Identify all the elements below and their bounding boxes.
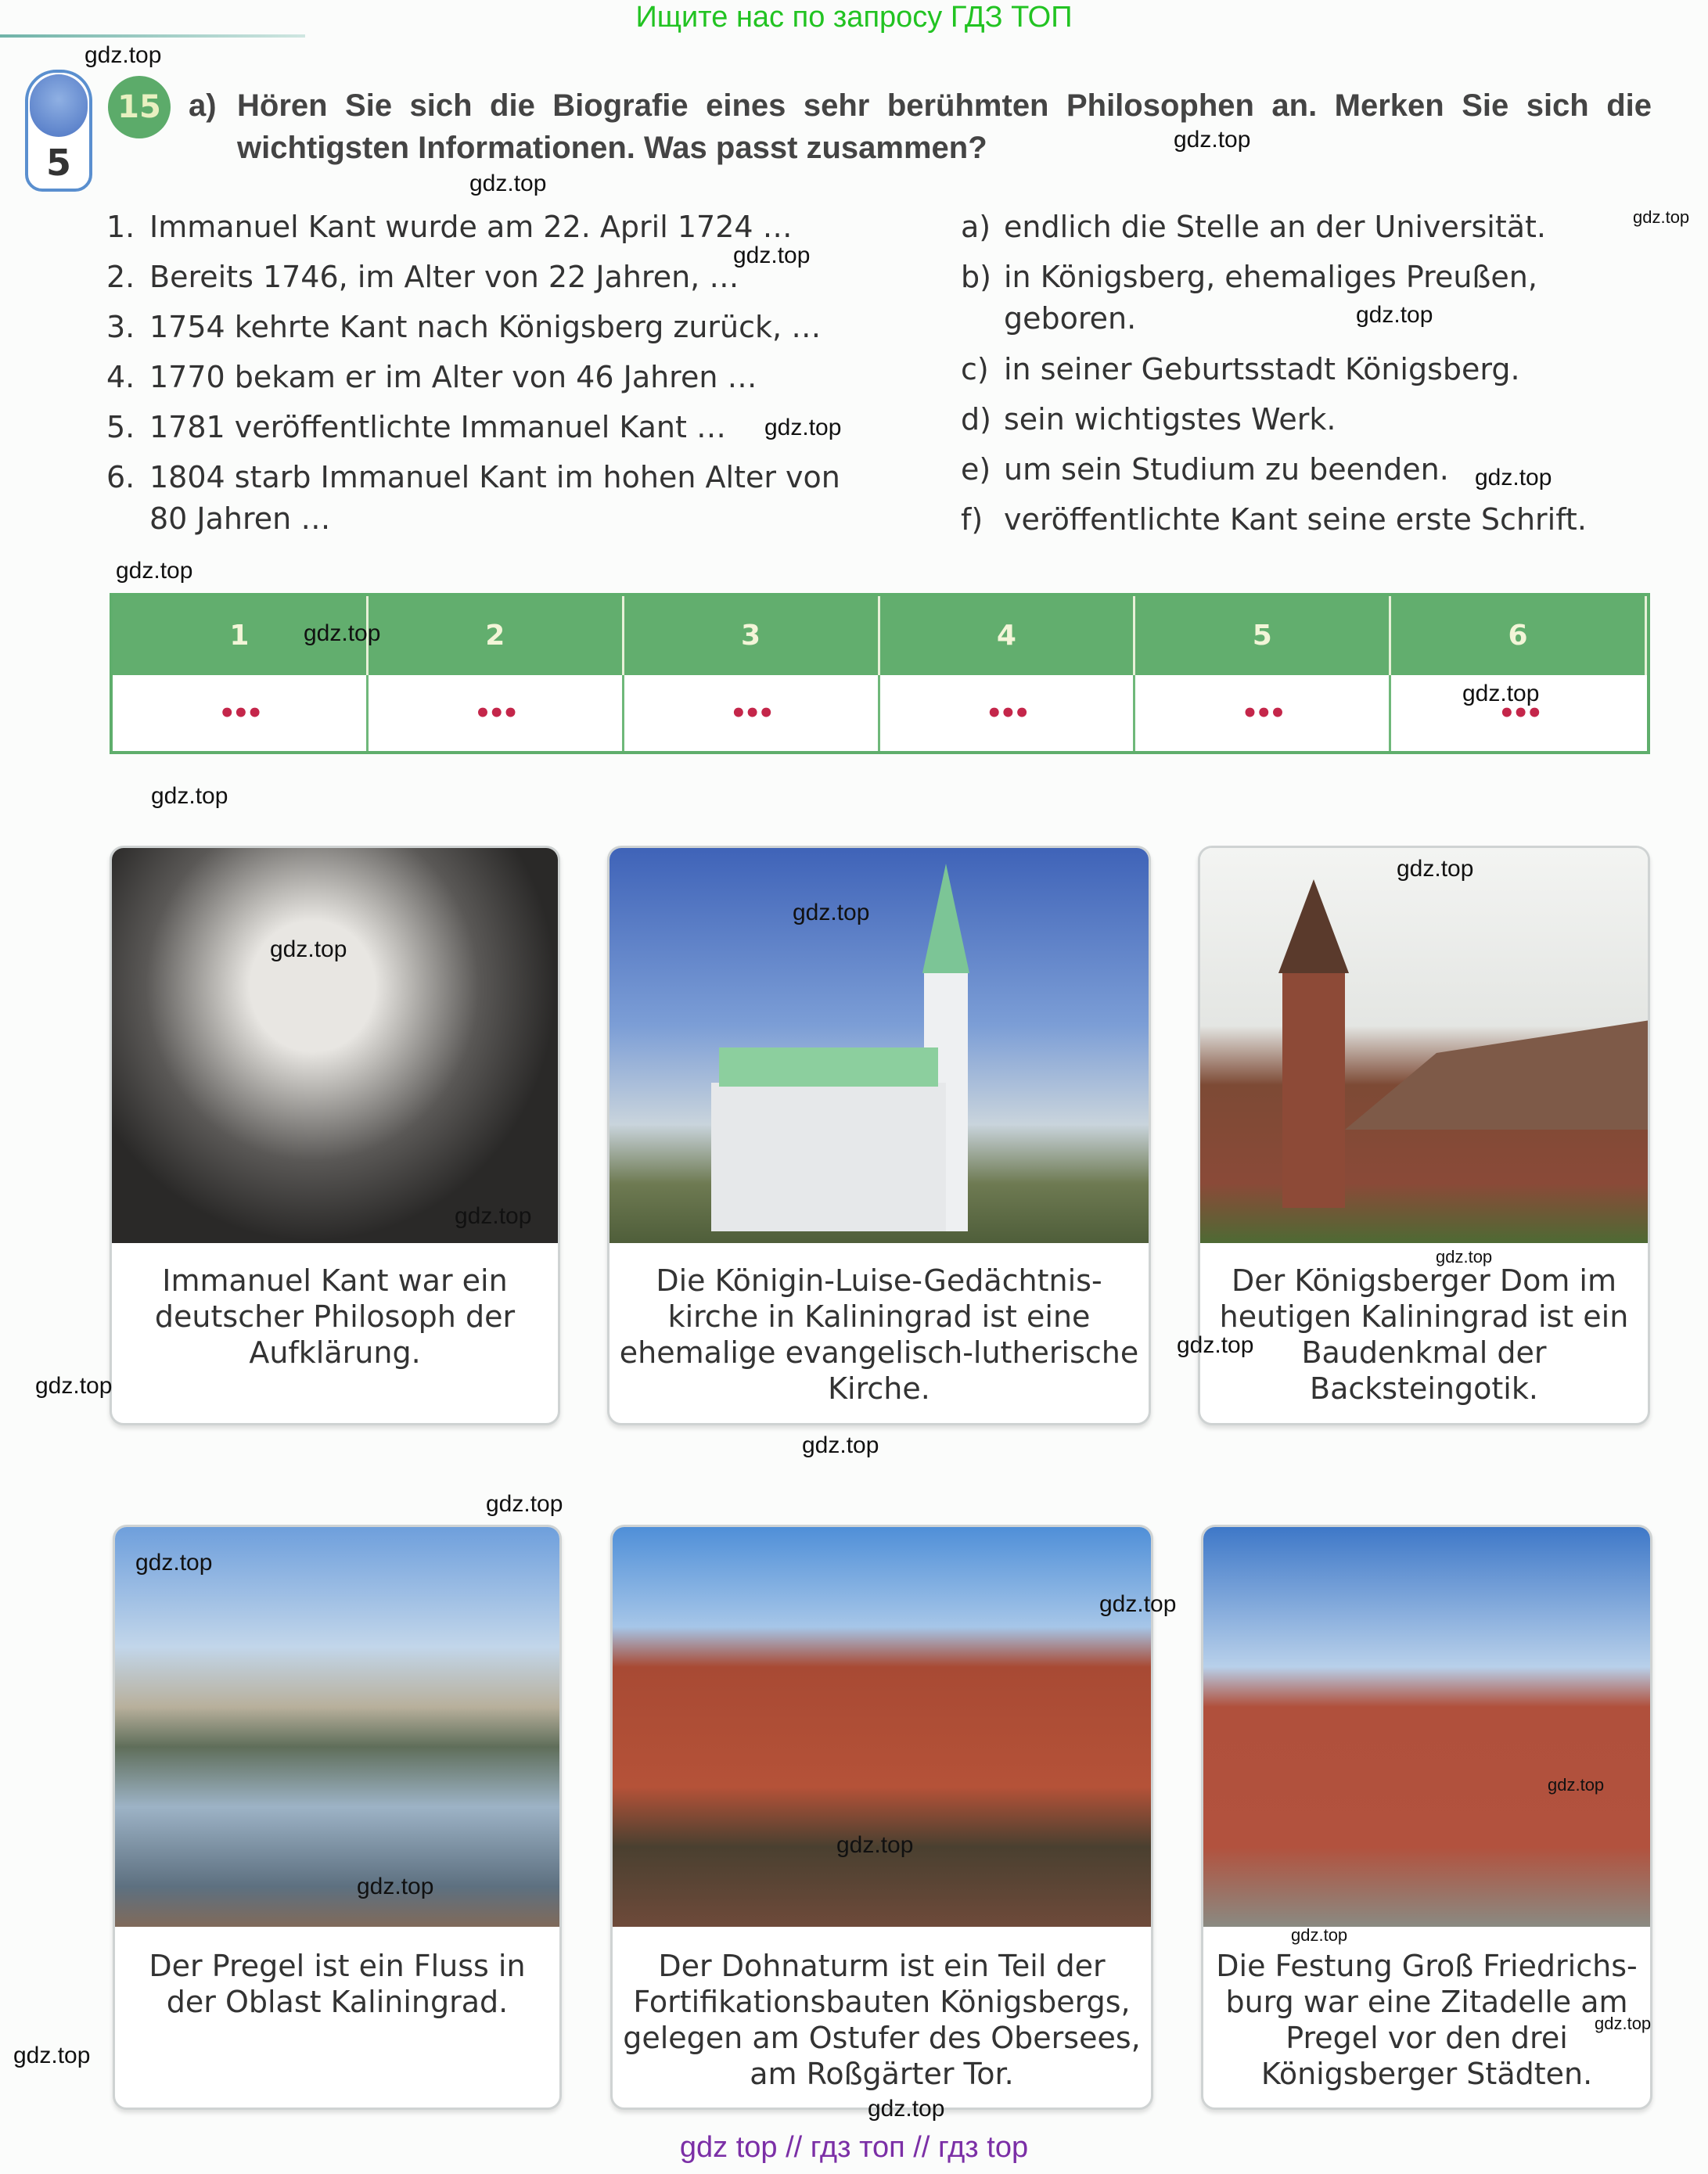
card-friedrichsburg: [1201, 1525, 1652, 2110]
answer-cell[interactable]: •••: [880, 675, 1136, 751]
watermark: gdz.top: [1436, 1247, 1493, 1267]
watermark: gdz.top: [13, 2043, 91, 2068]
watermark: gdz.top: [85, 42, 162, 68]
card-caption: Der Königsberger Dom im heutigen Kaliningrad ist ein Baudenkmal der Backsteingotik.: [1219, 1263, 1629, 1406]
item-num: 6.: [106, 460, 135, 494]
card-caption: Die Festung Groß Friedrichs-burg war eine Zitadelle am Pregel vor den drei Königsberger Städten.: [1216, 1949, 1638, 2091]
list-item: [961, 202, 1649, 252]
watermark: gdz.top: [764, 415, 842, 440]
watermark: gdz.top: [1548, 1775, 1605, 1795]
task-label: a): [189, 88, 217, 123]
divider: [0, 34, 305, 38]
list-item: [961, 494, 1649, 544]
watermark: gdz.top: [486, 1491, 563, 1517]
card-caption: Die Königin-Luise-Gedächtnis-kirche in Kaliningrad ist eine ehemalige evangelisch-lutherische Kirche.: [619, 1263, 1139, 1406]
card-kant: [110, 846, 560, 1425]
item-text: in Königsberg, ehemaliges Preußen, geboren.: [1004, 260, 1537, 336]
item-letter: c): [961, 352, 989, 386]
item-text: 1804 starb Immanuel Kant im hohen Alter von 80 Jahren …: [149, 460, 840, 536]
headphones-icon: [30, 74, 88, 137]
card-cathedral: [1198, 846, 1650, 1425]
footer-links[interactable]: gdz top // гдз топ // гдз top: [679, 2131, 1029, 2164]
kant-portrait-image: [112, 848, 558, 1243]
watermark: gdz.top: [1177, 1332, 1254, 1358]
card-church: [607, 846, 1151, 1425]
watermark: gdz.top: [1174, 127, 1251, 153]
item-text: endlich die Stelle an der Universität.: [1004, 210, 1546, 244]
item-letter: e): [961, 452, 991, 487]
item-text: 1781 veröffentlichte Immanuel Kant …: [149, 410, 726, 444]
watermark: gdz.top: [802, 1432, 879, 1458]
list-item: [106, 302, 889, 352]
track-number: 5: [45, 142, 71, 184]
watermark: gdz.top: [1462, 681, 1540, 706]
list-item: [961, 344, 1649, 394]
friedrichsburg-gate-image: [1203, 1527, 1650, 1927]
item-text: veröffentlichte Kant seine erste Schrift.: [1004, 502, 1587, 537]
exercise-number: 15: [108, 76, 171, 138]
watermark: gdz.top: [868, 2096, 945, 2122]
card-dohnaturm: [610, 1525, 1153, 2110]
watermark: gdz.top: [304, 620, 381, 646]
watermark: gdz.top: [1356, 302, 1433, 328]
table-header: 3: [624, 596, 880, 675]
card-caption: Der Dohnaturm ist ein Teil der Fortifikationsbauten Königsbergs, gelegen am Ostufer des Obersees, am Roßgärter Tor.: [623, 1949, 1141, 2091]
item-text: Bereits 1746, im Alter von 22 Jahren, …: [149, 260, 739, 294]
table-header: 4: [880, 596, 1136, 675]
watermark: gdz.top: [469, 171, 547, 196]
list-item: [106, 352, 889, 402]
instruction-text: Hören Sie sich die Biografie eines sehr berühmten Philosophen an. Merken Sie sich die wichtigsten Informationen. Was passt zusammen?: [237, 88, 1652, 165]
answer-table: [110, 593, 1650, 754]
table-header: 1: [113, 596, 369, 675]
watermark: gdz.top: [836, 1832, 914, 1858]
watermark: gdz.top: [793, 900, 870, 925]
answer-cell[interactable]: •••: [113, 675, 369, 751]
watermark: gdz.top: [455, 1203, 532, 1229]
item-text: 1770 bekam er im Alter von 46 Jahren …: [149, 360, 757, 394]
watermark: gdz.top: [135, 1550, 213, 1576]
item-num: 4.: [106, 360, 135, 394]
watermark: gdz.top: [270, 936, 347, 962]
item-num: 1.: [106, 210, 135, 244]
watermark: gdz.top: [116, 558, 193, 584]
item-num: 2.: [106, 260, 135, 294]
watermark: gdz.top: [1099, 1591, 1177, 1617]
item-letter: f): [961, 502, 983, 537]
exercise-instruction: [189, 84, 1652, 169]
item-text: um sein Studium zu beenden.: [1004, 452, 1449, 487]
table-header: 5: [1135, 596, 1391, 675]
item-num: 3.: [106, 310, 135, 344]
cathedral-image: [1200, 848, 1648, 1243]
table-header: 6: [1391, 596, 1647, 675]
watermark: gdz.top: [1475, 465, 1552, 490]
card-pregel: [113, 1525, 562, 2110]
list-item: [961, 394, 1649, 444]
promo-banner: Ищите нас по запросу ГДЗ ТОП: [635, 1, 1073, 34]
card-caption: Immanuel Kant war ein deutscher Philosoph der Aufklärung.: [154, 1263, 516, 1370]
church-image: [609, 848, 1149, 1243]
card-caption: Der Pregel ist ein Fluss in der Oblast Kaliningrad.: [149, 1949, 526, 2019]
answer-cell[interactable]: •••: [1391, 675, 1647, 751]
item-text: 1754 kehrte Kant nach Königsberg zurück, …: [149, 310, 822, 344]
answer-cell[interactable]: •••: [1135, 675, 1391, 751]
dohnaturm-image: [613, 1527, 1151, 1927]
watermark: gdz.top: [1595, 2014, 1652, 2033]
item-letter: b): [961, 260, 991, 294]
watermark: gdz.top: [1291, 1925, 1348, 1945]
watermark: gdz.top: [357, 1874, 434, 1899]
watermark: gdz.top: [151, 783, 228, 809]
list-item: [106, 457, 889, 540]
watermark: gdz.top: [1397, 856, 1474, 882]
item-letter: a): [961, 210, 991, 244]
watermark: gdz.top: [35, 1373, 113, 1399]
watermark: gdz.top: [1633, 207, 1690, 227]
table-header: 2: [369, 596, 624, 675]
watermark: gdz.top: [733, 243, 811, 268]
list-item: [961, 257, 1649, 340]
answer-cell[interactable]: •••: [624, 675, 880, 751]
right-statements: [961, 202, 1649, 544]
pregel-river-image: [115, 1527, 559, 1927]
item-text: in seiner Geburtsstadt Königsberg.: [1004, 352, 1520, 386]
item-text: Immanuel Kant wurde am 22. April 1724 …: [149, 210, 793, 244]
audio-track-badge: [25, 70, 92, 192]
item-text: sein wichtigstes Werk.: [1004, 402, 1336, 437]
answer-cell[interactable]: •••: [369, 675, 624, 751]
item-num: 5.: [106, 410, 135, 444]
item-letter: d): [961, 402, 991, 437]
